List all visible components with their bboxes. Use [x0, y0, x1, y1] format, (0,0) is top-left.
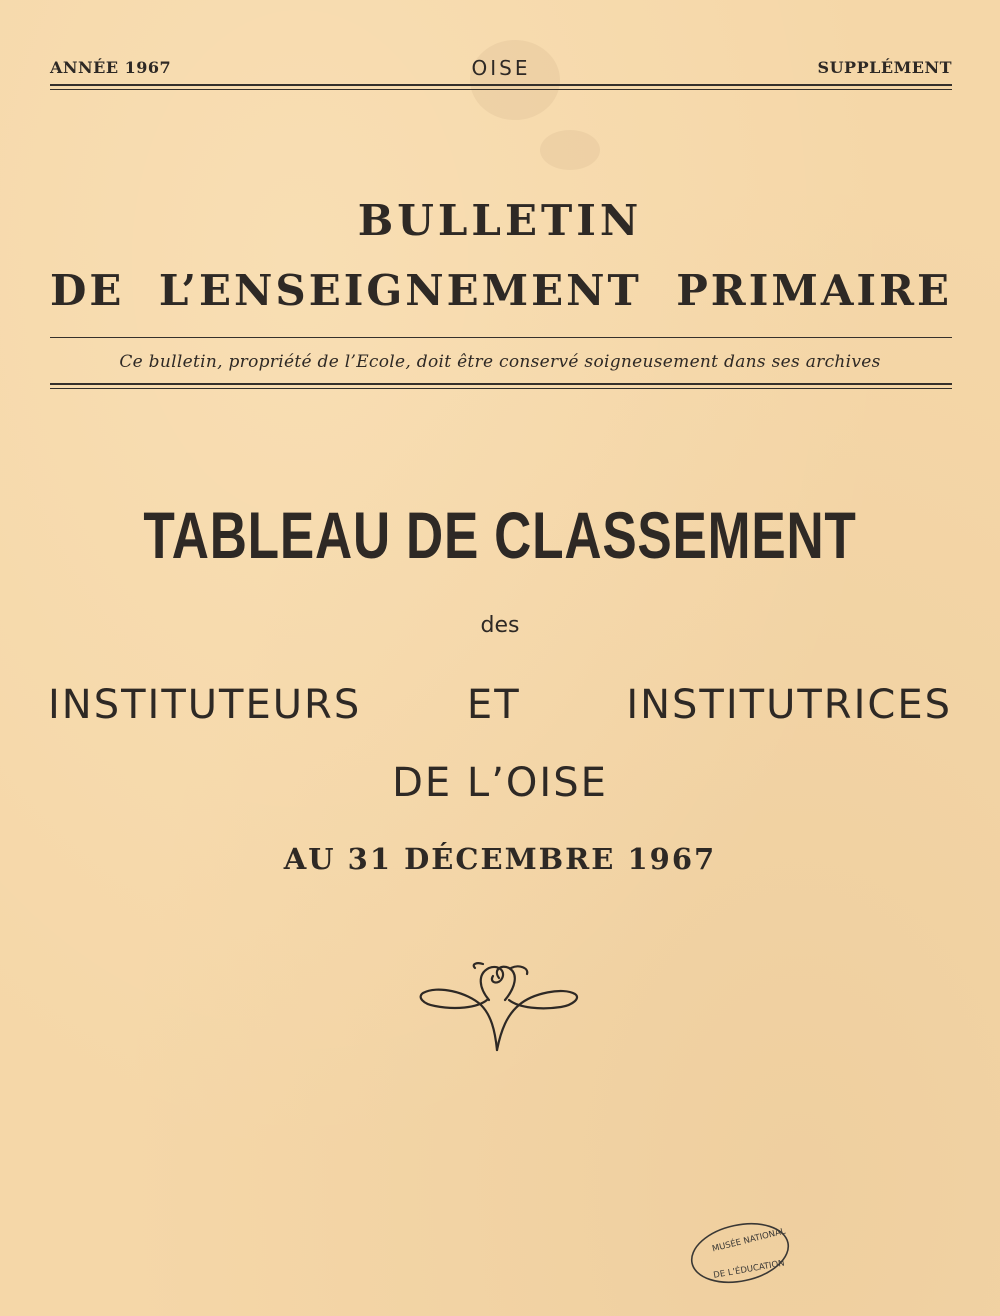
main-heading: TABLEAU DE CLASSEMENT [143, 498, 857, 572]
bulletin-subtitle: DE L’ENSEIGNEMENT PRIMAIRE [50, 266, 952, 315]
date-line: AU 31 DÉCEMBRE 1967 [283, 842, 717, 876]
notice-rule [50, 383, 952, 389]
title-rule [50, 337, 952, 338]
connector-text: des [480, 613, 520, 638]
header-row [50, 58, 952, 82]
region-line: DE L’OISE [392, 760, 608, 806]
floral-ornament-icon [415, 960, 580, 1055]
stamp-line-1: MUSÉE NATIONAL [711, 1226, 787, 1255]
header-year: ANNÉE 1967 [50, 58, 172, 77]
header-department: OISE [471, 56, 531, 80]
paper-stain [540, 130, 600, 170]
museum-stamp-icon [688, 1222, 792, 1284]
header-rule [50, 84, 952, 90]
subject-line: INSTITUTEURS ET INSTITUTRICES [48, 682, 952, 728]
bulletin-title: BULLETIN [357, 196, 643, 245]
archive-notice: Ce bulletin, propriété de l’Ecole, doit être conservé soigneusement dans ses archives [119, 352, 881, 372]
header-supplement: SUPPLÉMENT [817, 58, 952, 77]
stamp-line-2: DE L’ÉDUCATION [712, 1258, 786, 1281]
